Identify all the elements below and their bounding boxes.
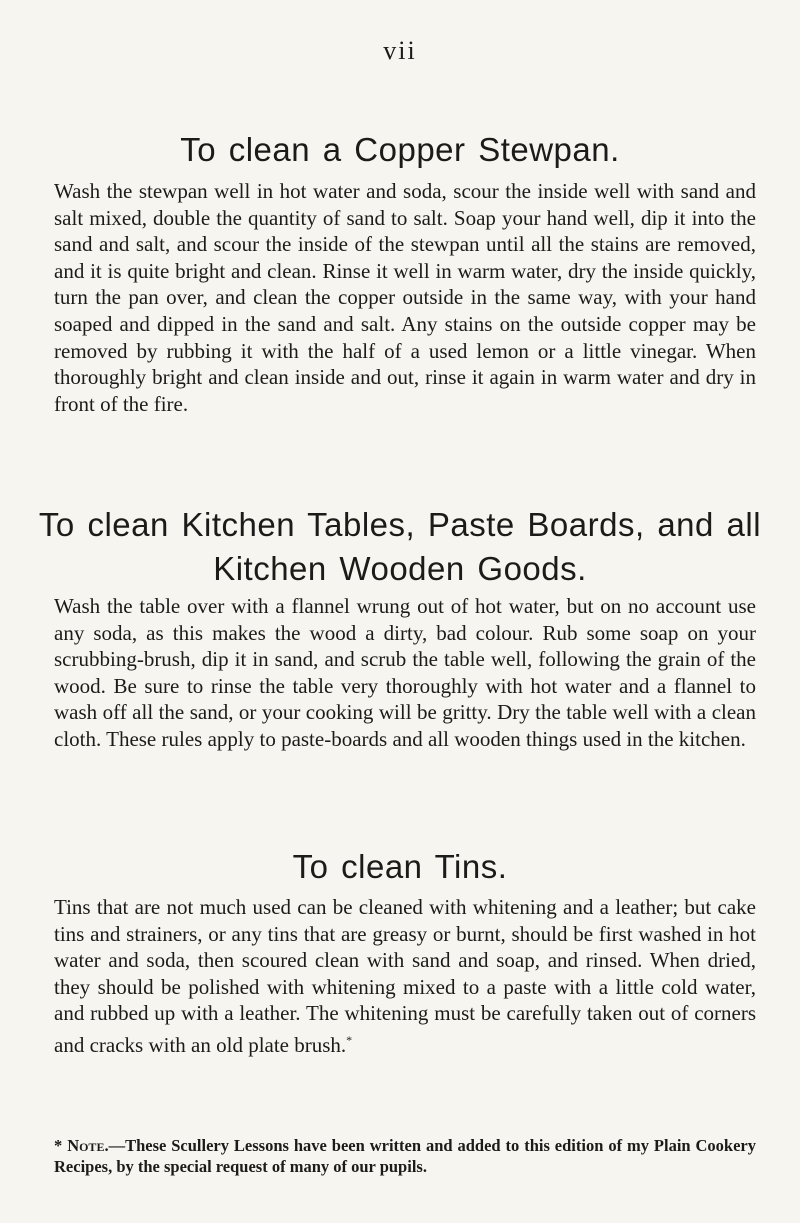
section-title-kitchen-tables: To clean Kitchen Tables, Paste Boards, and all Kitchen Wooden Goods. <box>38 506 762 587</box>
page-number: vii <box>383 36 417 65</box>
footnote <box>54 1135 756 1177</box>
footnote-reference: * <box>346 1032 353 1047</box>
section-body-kitchen-tables: Wash the table over with a flannel wrung out of hot water, but on no account use any soda, as this makes the wood a dirty, bad colour. Rub some soap on your scrubbing-brush, dip it in sand, and scrub the table well, following the grain of the wood. Be sure to rinse the table very thoroughly with hot water and a flannel to wash off all the sand, or your cooking will be gritty. Dry the table well with a clean cloth. These rules apply to paste-boards and all wooden things used in the kitchen. <box>54 594 756 751</box>
section-title-copper-stewpan: To clean a Copper Stewpan. <box>180 131 620 168</box>
section-body-tins-text: Tins that are not much used can be cleaned with whitening and a leather; but cake tins and strainers, or any tins that are greasy or burnt, should be first washed in hot water and soda, then scoured clean with sand and soap, and rinsed. When dried, they should be polished with whitening mixed to a paste with a little cold water, and rubbed up with a leather. The whitening must be carefully taken out of corners and cracks with an old plate brush. <box>54 895 756 1057</box>
section-title-tins: To clean Tins. <box>292 848 508 885</box>
footnote-text: —These Scullery Lessons have been written and added to this edition of my Plain Cookery Recipes, by the special request of many of our pupils. <box>54 1136 756 1176</box>
footnote-marker: * <box>54 1136 63 1155</box>
section-body-tins <box>54 894 756 1059</box>
footnote-label: Note. <box>67 1136 109 1155</box>
section-body-copper-stewpan: Wash the stewpan well in hot water and soda, scour the inside well with sand and salt mixed, double the quantity of sand to salt. Soap your hand well, dip it into the sand and salt, and scour the inside of the stewpan until all the stains are removed, and it is quite bright and clean. Rinse it well in warm water, dry the inside quickly, turn the pan over, and clean the copper outside in the same way, with your hand soaped and dipped in the sand and salt. Any stains on the outside copper may be removed by rubbing it with the half of a used lemon or a little vinegar. When thoroughly bright and clean inside and out, rinse it again in warm water and dry in front of the fire. <box>54 179 756 416</box>
